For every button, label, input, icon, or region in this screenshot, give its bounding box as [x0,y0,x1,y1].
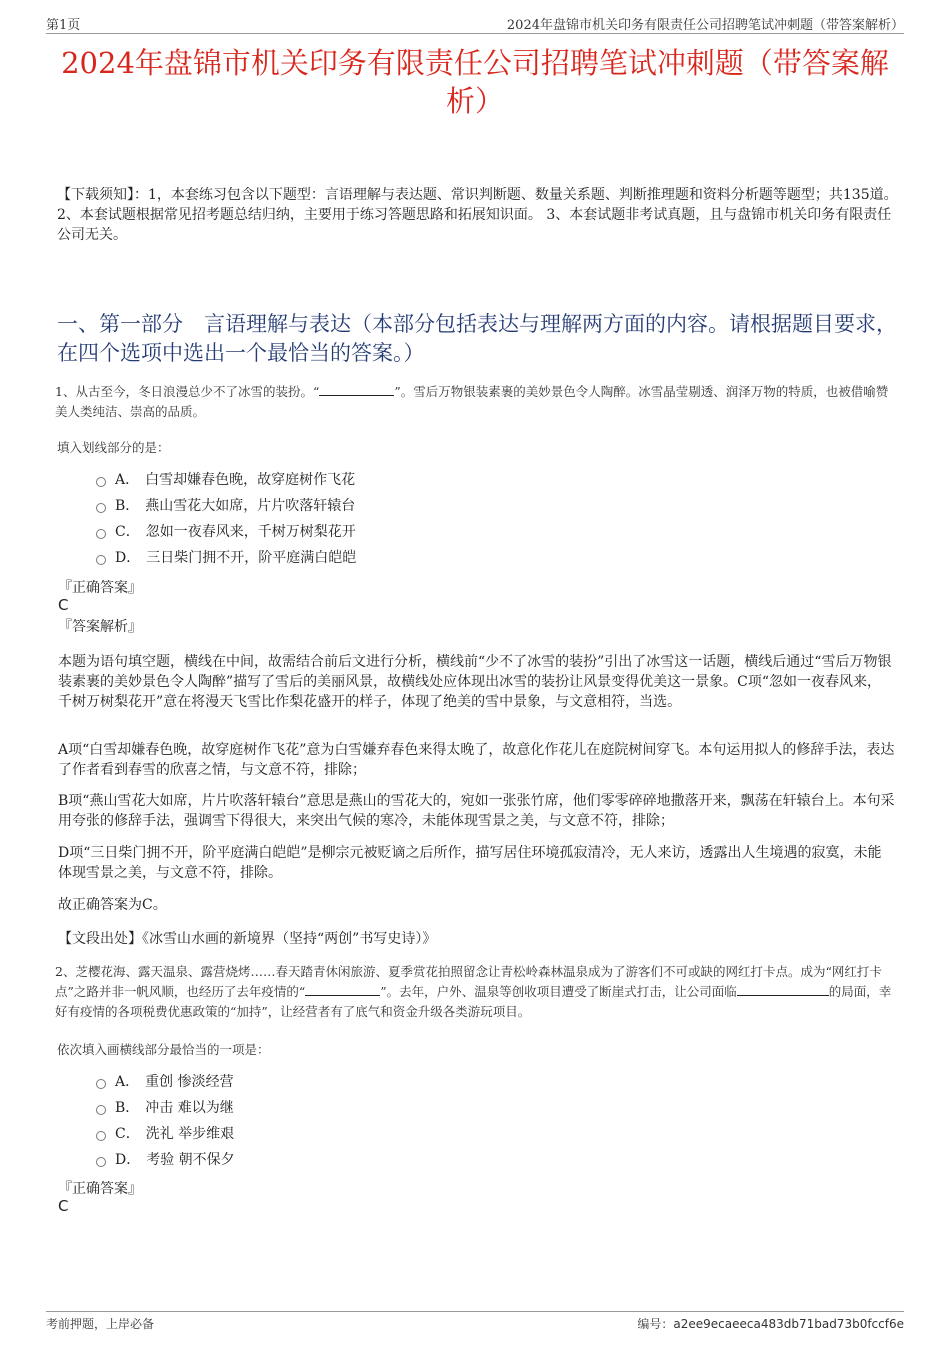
option-a[interactable]: A． 重创 惨淡经营 [96,1069,235,1095]
section-title: 一、第一部分 言语理解与表达（本部分包括表达与理解两方面的内容。请根据题目要求，在四个选项中选出一个最恰当的答案。） [57,312,897,365]
page-header [46,14,904,34]
analysis-paragraph: A项“白雪却嫌春色晚，故穿庭树作飞花”意为白雪嫌弃春色来得太晚了，故意化作花儿在庭院树间穿飞。本句运用拟人的修辞手法，表达了作者看到春雪的欣喜之情，与文意不符，排除； [58,742,895,778]
radio-icon[interactable] [96,477,106,487]
question-2-prompt: 依次填入画横线部分最恰当的一项是： [57,1042,270,1057]
option-d[interactable]: D． 考验 朝不保夕 [96,1147,235,1173]
answer-label: 『正确答案』 [58,1181,142,1197]
analysis-paragraph: 本题为语句填空题，横线在中间，故需结合前后文进行分析，横线前“少不了冰雪的装扮”引出了冰雪这一话题，横线后通过“雪后万物银装素裹的美妙景色令人陶醉”描写了雪后的美丽风景，故横线处应体现出冰雪的装扮让风景变得优美这一景象。C项“忽如一夜春风来，千树万树梨花开”意在将漫天飞雪比作梨花盛开的样子，体现了绝美的雪中景象，与文意相符，当选。 [58,654,892,710]
page-number: 第1页 [46,18,81,33]
option-c[interactable]: C． 忽如一夜春风来，千树万树梨花开 [96,519,356,545]
question-2-blank-2 [737,983,829,996]
analysis-paragraph: D项“三日柴门拥不开，阶平庭满白皑皑”是柳宗元被贬谪之后所作，描写居住环境孤寂清冷，无人来访，透露出人生境遇的寂寞，未能体现雪景之美，与文意不符，排除。 [58,845,882,881]
radio-icon[interactable] [96,503,106,513]
question-2-stem: 2、芝樱花海、露天温泉、露营烧烤……春天踏青休闲旅游、夏季赏花拍照留念让青松岭森林温泉成为了游客们不可或缺的网红打卡点。成为“网红打卡点”之路并非一帆风顺，也经历了去年疫情的“ ”。去年，户外、温泉等创收项目遭受了断崖式打击，让公司面临 的局面，幸好有疫情的各项税费优惠政策的“加持”，让经营者有了底气和资金升级各类游玩项目。 [55,964,892,1019]
question-1-options [96,467,356,571]
analysis-paragraph: B项“燕山雪花大如席，片片吹落轩辕台”意思是燕山的雪花大的，宛如一张张竹席，他们零零碎碎地撒落开来，飘荡在轩辕台上。本句采用夸张的修辞手法，强调雪下得很大，来突出气候的寒冷，未能体现雪景之美，与文意不符，排除； [58,793,895,829]
question-1-stem [55,382,895,422]
answer-value: C [58,596,69,614]
answer-label: 『正确答案』 [58,580,142,596]
header-doc-title: 2024年盘锦市机关印务有限责任公司招聘笔试冲刺题（带答案解析） [506,18,904,33]
radio-icon[interactable] [96,529,106,539]
option-c[interactable]: C． 洗礼 举步维艰 [96,1121,235,1147]
question-1-prompt: 填入划线部分的是： [57,440,170,455]
option-d[interactable]: D． 三日柴门拥不开，阶平庭满白皑皑 [96,545,356,571]
radio-icon[interactable] [96,1105,106,1115]
question-2-options [96,1069,235,1173]
radio-icon[interactable] [96,1157,106,1167]
header-divider [46,33,904,34]
document-title: 2024年盘锦市机关印务有限责任公司招聘笔试冲刺题（带答案解析） [61,46,889,118]
option-b[interactable]: B． 冲击 难以为继 [96,1095,235,1121]
answer-value: C [58,1197,69,1215]
question-1-stem-part1: 1、从古至今，冬日浪漫总少不了冰雪的装扮。“ [55,384,320,399]
option-b[interactable]: B． 燕山雪花大如席，片片吹落轩辕台 [96,493,356,519]
question-1-blank [319,383,394,396]
document-code: 编号：a2ee9ecaeeca483db71bad73b0fccf6e [637,1317,904,1331]
footer-divider [46,1311,904,1312]
footer-slogan: 考前押题，上岸必备 [46,1317,155,1331]
radio-icon[interactable] [96,555,106,565]
radio-icon[interactable] [96,1079,106,1089]
option-a[interactable]: A． 白雪却嫌春色晚，故穿庭树作飞花 [96,467,356,493]
radio-icon[interactable] [96,1131,106,1141]
source-citation: 【文段出处】《冰雪山水画的新境界（坚持“两创”书写史诗）》 [58,931,437,947]
analysis-label: 『答案解析』 [58,619,142,635]
question-2-blank-1 [305,983,380,996]
download-notice: 【下载须知】：1，本套练习包含以下题型：言语理解与表达题、常识判断题、数量关系题、判断推理题和资料分析题等题型；共135道。 2、本套试题根据常见招考题总结归纳，主要用于练习答题思路和拓展知识面。 3、本套试题非考试真题，且与盘锦市机关印务有限责任公司无关。 [57,187,898,243]
analysis-conclusion: 故正确答案为C。 [58,897,167,913]
question-1-stem-part2: ”。雪后万物银装素裹的美妙景色令人陶醉。冰雪晶莹剔透、润泽万物的特质，也被借喻赞美人类纯洁、崇高的品质。 [55,384,889,419]
